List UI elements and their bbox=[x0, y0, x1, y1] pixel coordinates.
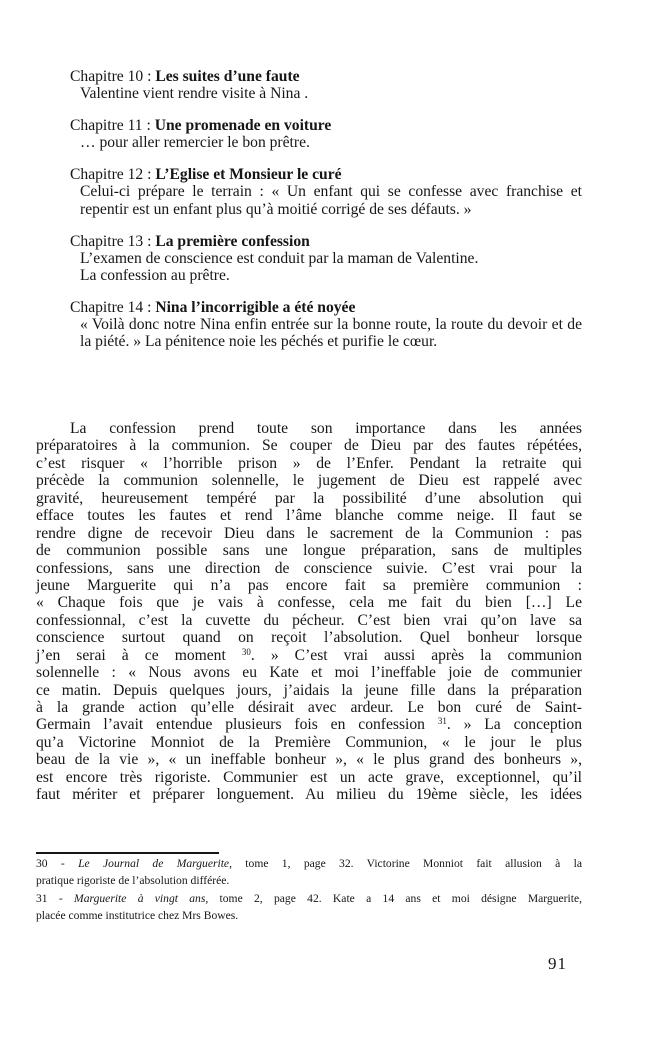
chapter-entry-12 bbox=[70, 166, 582, 217]
body-line: précède la communion solennelle, le jugement de Dieu est rappelé avec bbox=[36, 472, 582, 490]
chapter-description-line: L’examen de conscience est conduit par la maman de Valentine. bbox=[80, 249, 479, 267]
footnote-31 bbox=[36, 890, 582, 907]
body-line: efface toutes les fautes et rend l’âme blanche comme neige. Il faut se bbox=[36, 507, 582, 525]
footnote-source-title: Marguerite à vingt ans bbox=[74, 891, 206, 905]
footnote-number: 31 - bbox=[36, 891, 63, 905]
body-line: est encore très rigoriste. Communier est un acte grave, exceptionnel, qu’il bbox=[36, 768, 582, 786]
footnotes bbox=[36, 855, 582, 925]
chapter-label: Chapitre 11 : bbox=[70, 117, 151, 135]
footnote-30-continued: pratique rigoriste de l’absolution différée. bbox=[36, 874, 230, 888]
page-number: 91 bbox=[548, 954, 567, 973]
footnote-source-title: Le Journal de Marguerite bbox=[78, 857, 230, 870]
chapter-heading bbox=[70, 117, 582, 134]
chapter-heading bbox=[70, 68, 582, 85]
chapter-title: Nina l’incorrigible a été noyée bbox=[155, 299, 356, 317]
chapter-description bbox=[80, 250, 582, 284]
body-line: jeune Marguerite qui n’a pas encore fait sa première communion : bbox=[36, 576, 582, 594]
chapter-title: La première confession bbox=[155, 232, 310, 250]
body-text: . » C’est vrai aussi après la communion bbox=[250, 646, 582, 664]
footnote-reference-30[interactable]: 30 bbox=[241, 646, 251, 657]
body-line: de communion possible sans une longue préparation, sans de multiples bbox=[36, 542, 582, 560]
body-line-with-footnote bbox=[36, 716, 582, 733]
footnote-30 bbox=[36, 855, 582, 872]
chapter-heading bbox=[70, 166, 582, 183]
body-text: Germain l’avait entendue plusieurs fois en confession bbox=[36, 716, 425, 734]
body-line: qu’a Victorine Monniot de la Première Communion, « le jour le plus bbox=[36, 733, 582, 751]
chapter-title: Les suites d’une faute bbox=[155, 68, 300, 85]
chapter-entry-10 bbox=[70, 68, 582, 102]
body-line: beau de la vie », « un ineffable bonheur », « le plus grand des bonheurs », bbox=[36, 751, 582, 769]
footnote-text: , tome 1, page 32. Victorine Monniot fait allusion à la bbox=[229, 857, 582, 870]
body-line: faut mériter et préparer longuement. Au milieu du 19ème siècle, les idées bbox=[36, 786, 582, 804]
chapter-description: Celui-ci prépare le terrain : « Un enfant qui se confesse avec franchise et repentir est un enfant plus qu’à moitié corrigé de ses défauts. » bbox=[80, 183, 582, 218]
footnote-divider bbox=[36, 852, 219, 854]
chapter-entry-11 bbox=[70, 117, 582, 151]
body-line: préparatoires à la communion. Se couper de Dieu par des fautes répétées, bbox=[36, 437, 582, 455]
chapter-label: Chapitre 12 : bbox=[70, 166, 152, 184]
body-line: ce matin. Depuis quelques jours, j’aidais la jeune fille dans la préparation bbox=[36, 681, 582, 699]
body-line: confessions, sans une direction de conscience suivie. C’est vrai pour la bbox=[36, 559, 582, 577]
chapter-label: Chapitre 14 : bbox=[70, 299, 152, 317]
body-line: gravité, heureusement tempéré par la possibilité d’une absolution qui bbox=[36, 489, 582, 507]
body-text: j’en serai à ce moment bbox=[36, 646, 226, 664]
chapter-entry-13 bbox=[70, 233, 582, 284]
chapter-title: L’Eglise et Monsieur le curé bbox=[155, 166, 342, 184]
body-line-with-footnote bbox=[36, 647, 582, 664]
body-paragraph bbox=[36, 420, 582, 804]
chapter-heading bbox=[70, 233, 582, 250]
footnote-reference-31[interactable]: 31 bbox=[437, 716, 447, 727]
chapter-description-line: La confession au prêtre. bbox=[80, 267, 230, 285]
body-line: rendre digne de recevoir Dieu dans le sacrement de la Communion : pas bbox=[36, 524, 582, 542]
footnote-text: , tome 2, page 42. Kate a 14 ans et moi désigne Marguerite, bbox=[205, 891, 583, 905]
chapter-description: … pour aller remercier le bon prêtre. bbox=[80, 134, 310, 152]
chapter-label: Chapitre 13 : bbox=[70, 232, 152, 250]
footnote-number: 30 - bbox=[36, 857, 65, 870]
footnote-31-continued: placée comme institutrice chez Mrs Bowes. bbox=[36, 909, 239, 923]
body-line: conscience surtout quand on reçoit l’absolution. Quel bonheur lorsque bbox=[36, 629, 582, 647]
body-line: solennelle : « Nous avons eu Kate et moi l’ineffable joie de communier bbox=[36, 664, 582, 682]
body-line: « Chaque fois que je vais à confesse, cela me fait du bien […] Le bbox=[36, 594, 582, 612]
body-line: confessionnal, c’est la cuvette du pécheur. C’est bien vrai qu’on lave sa bbox=[36, 611, 582, 629]
body-line: c’est risquer « l’horrible prison » de l’Enfer. Pendant la retraite qui bbox=[36, 454, 582, 472]
body-line: La confession prend toute son importance dans les années bbox=[70, 420, 582, 437]
chapter-title: Une promenade en voiture bbox=[154, 117, 332, 135]
body-text: . » La conception bbox=[446, 716, 582, 734]
body-line: à la grande action qu’elle désirait avec ardeur. Le bon curé de Saint- bbox=[36, 699, 582, 716]
chapter-heading bbox=[70, 299, 582, 316]
chapter-description: « Voilà donc notre Nina enfin entrée sur la bonne route, la route du devoir et de la piété. » La pénitence noie les péchés et purifie le cœur. bbox=[80, 316, 582, 351]
chapter-list bbox=[70, 68, 582, 366]
chapter-entry-14 bbox=[70, 299, 582, 350]
chapter-label: Chapitre 10 : bbox=[70, 68, 152, 85]
chapter-description: Valentine vient rendre visite à Nina . bbox=[80, 85, 309, 102]
